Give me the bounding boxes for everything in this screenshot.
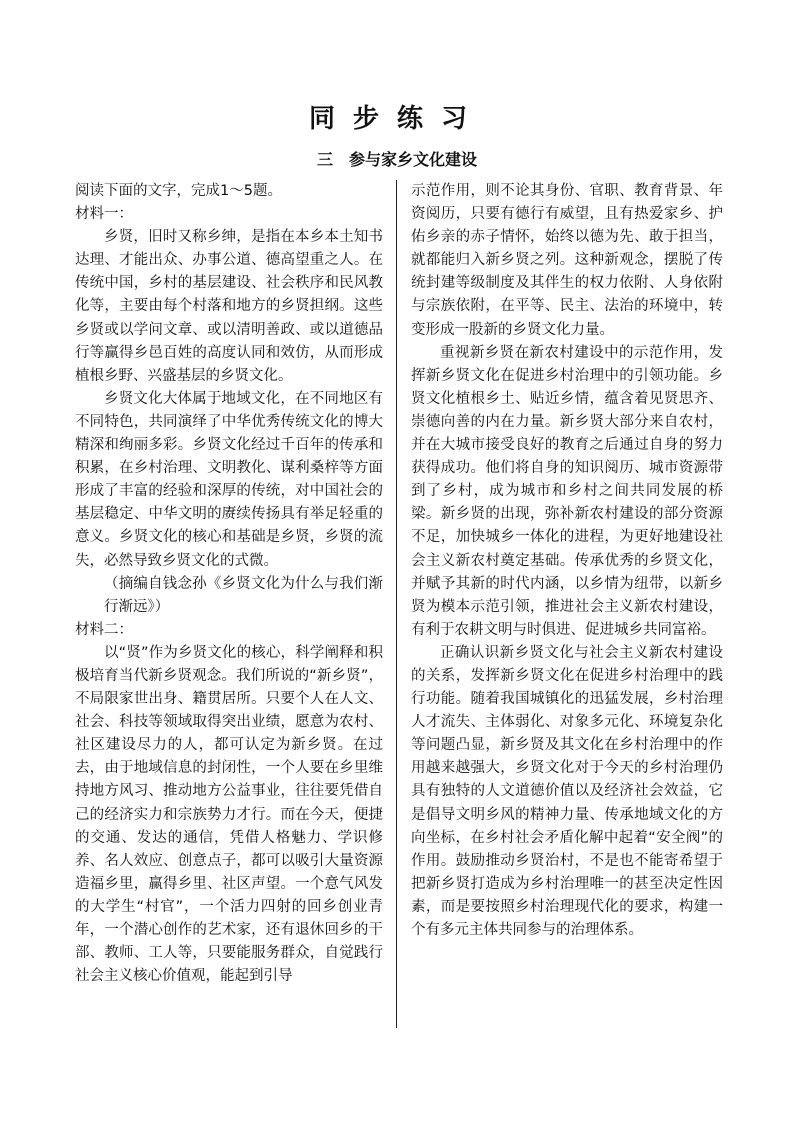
material-2-label: 材料二： [75,621,133,638]
material-2-paragraph-3: 正确认识新乡贤文化与社会主义新农村建设的关系，发挥新乡贤文化在促进乡村治理中的践行功能。随着我国城镇化的迅猛发展，乡村治理人才流失、主体弱化、对象多元化、环境复杂化等问题凸显，新乡贤及其文化在乡村治理中的作用越来越强大，乡贤文化对于今天的乡村治理仍具有独特的人文道德价值以及经济社会效益，它是倡导文明乡风的精神力量、传承地域文化的方向坐标，在乡村社会矛盾化解中起着“安全阀”的作用。鼓励推动乡贤治村，不是也不能寄希望于把新乡贤打造成为乡村治理唯一的甚至决定性因素，而是要按照乡村治理现代化的要求，构建一个有多元主体共同参与的治理体系。 [411,644,723,938]
material-1-label: 材料一： [75,206,133,223]
material-2-paragraph-2: 重视新乡贤在新农村建设中的示范作用，发挥新乡贤文化在促进乡村治理中的引领功能。乡贤文化植根乡土、贴近乡情，蕴含着见贤思齐、崇德向善的内在力量。新乡贤大部分来自农村，并在大城市接受良好的教育之后通过自身的努力获得成功。他们将自身的知识阅历、城市资源带到了乡村，成为城市和乡村之间共同发展的桥梁。新乡贤的出现，弥补新农村建设的部分资源不足，加快城乡一体化的进程，为更好地建设社会主义新农村奠定基础。传承优秀的乡贤文化，并赋予其新的时代内涵，以乡情为纽带，以新乡贤为模本示范引领，推进社会主义新农村建设，有利于农耕文明与时俱进、促进城乡共同富裕。 [411,344,723,638]
left-column [75,180,383,988]
material-2-paragraph-1: 以“贤”作为乡贤文化的核心，科学阐释和积极培育当代新乡贤观念。我们所说的“新乡贤”，不局限家世出身、籍贯居所。只要个人在人文、社会、科技等领域取得突出业绩，愿意为农村、社区建设尽力的人，都可认定为新乡贤。在过去，由于地域信息的封闭性，一个人要在乡里维持地方风习、推动地方公益事业，往往要凭借自己的经济实力和宗族势力才行。而在今天，便捷的交通、发达的通信，凭借人格魅力、学识修养、名人效应、创意点子，都可以吸引大量资源造福乡里，赢得乡里、社区声望。一个意气风发的大学生“村官”，一个活力四射的回乡创业青年，一个潜心创作的艺术家，还有退休回乡的干部、教师、工人等，只要能服务群众，自觉践行社会主义核心价值观，能起到引导 [75,644,383,985]
column-divider [396,180,397,1028]
instruction-text: 阅读下面的文字，完成1～5题。 [75,183,282,199]
material-1-source: （摘编自钱念孙《乡贤文化为什么与我们渐行渐远》） [104,575,383,615]
material-1-paragraph-2: 乡贤文化大体属于地域文化，在不同地区有不同特色，共同演绎了中华优秀传统文化的博大精深和绚丽多彩。乡贤文化经过千百年的传承和积累，在乡村治理、文明教化、谋利桑梓等方面形成了丰富的经验和深厚的传统，对中国社会的基层稳定、中华文明的赓续传扬具有举足轻重的意义。乡贤文化的核心和基础是乡贤，乡贤的流失，必然导致乡贤文化的式微。 [75,390,383,569]
right-column [411,180,723,942]
lesson-subtitle: 三 参与家乡文化建设 [316,150,477,169]
material-2-paragraph-1-continued: 示范作用，则不论其身份、官职、教育背景、年资阅历，只要有德行有威望，且有热爱家乡、护佑乡亲的赤子情怀，始终以德为先、敢于担当，就都能归入新乡贤之列。这种新观念，摆脱了传统封建等级制度及其伴生的权力依附、人身依附与宗族依附，在平等、民主、法治的环境中，转变形成一股新的乡贤文化力量。 [411,183,723,338]
material-1-paragraph-1: 乡贤，旧时又称乡绅，是指在本乡本土知书达理、才能出众、办事公道、德高望重之人。在传统中国，乡村的基层建设、社会秩序和民风教化等，主要由每个村落和地方的乡贤担纲。这些乡贤或以学问文章、或以清明善政、或以道德品行等赢得乡邑百姓的高度认同和效仿，从而形成植根乡野、兴盛基层的乡贤文化。 [75,229,383,384]
page-title: 同步练习 [308,104,485,134]
